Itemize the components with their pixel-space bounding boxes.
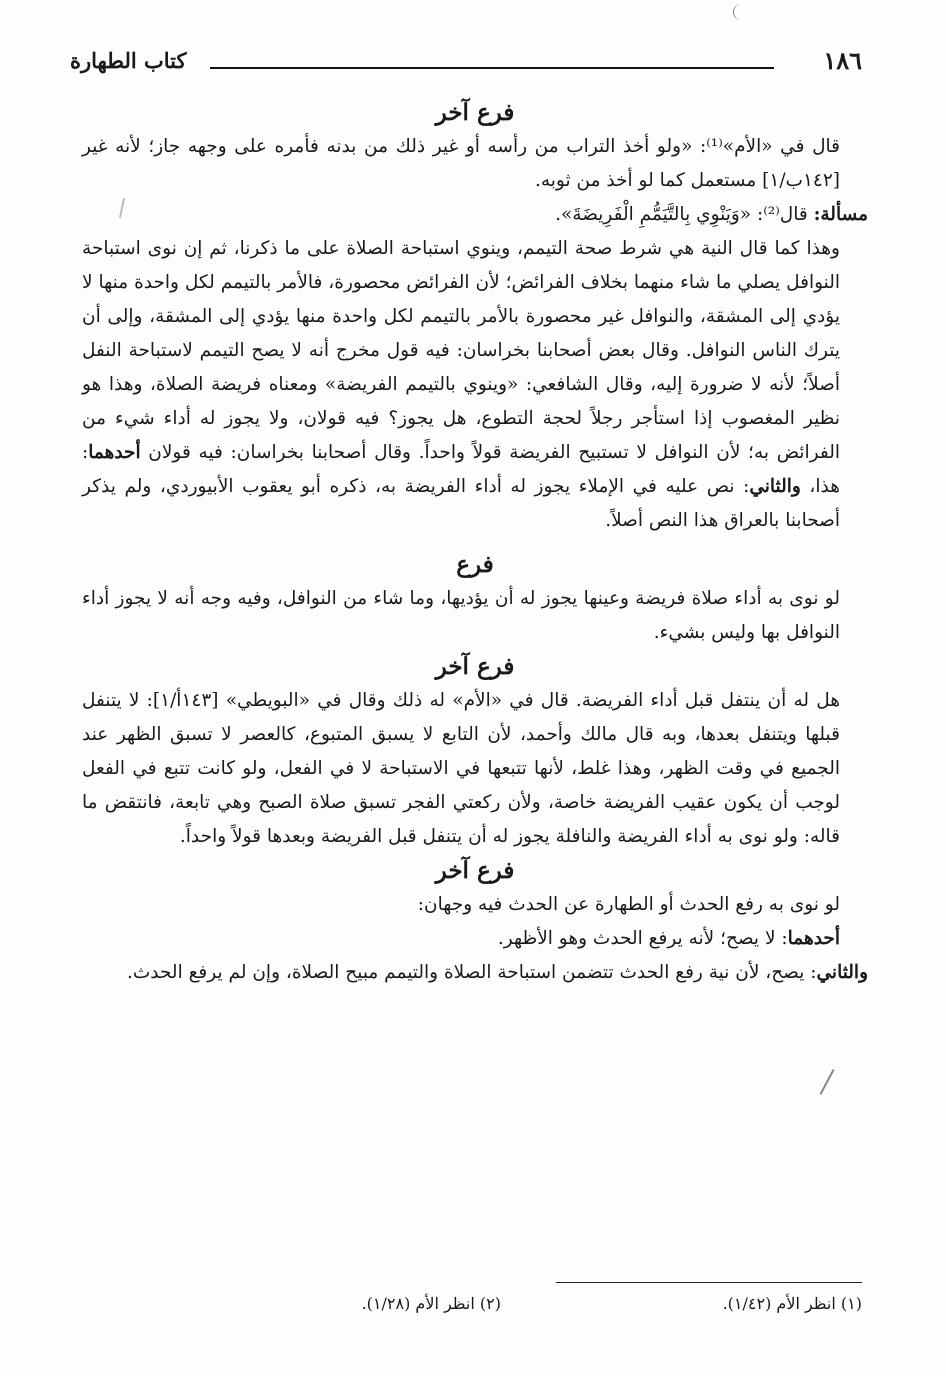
- opinion-label: والثاني: [816, 962, 868, 983]
- header-rule: [210, 67, 774, 69]
- paragraph-text: وهذا كما قال النية هي شرط صحة التيمم، وينوي استباحة الصلاة على ما ذكرنا، ثم إن نوى استباحة النوافل يصلي ما شاء منهما بخلاف الفرائض؛ لأن الفرائض محصورة، فالأمر بالتيمم لكل واحدة منها لا يؤدي إلى المشقة، والنوافل غير محصورة بالأمر بالتيمم لكل واحدة منها يؤدي إلى المشقة، وإلى أن يترك الناس النوافل. وقال بعض أصحابنا بخراسان: فيه قول مخرج أنه لا يصح التيمم لاستباحة النفل أصلاً؛ لأنه لا ضرورة إليه، وقال الشافعي: «وينوي بالتيمم الفريضة» ومعناه فريضة الصلاة، وهذا هو نظير المغصوب إذا استأجر رجلاً لحجة التطوع، هل يجوز؟ فيه قولان، ولا يجوز له أداء شيء من الفرائض به؛ لأن النوافل لا تستبيح الفريضة قولاً واحداً. وقال أصحابنا بخراسان: فيه قولان: [82, 238, 840, 463]
- paragraph: هل له أن ينتفل قبل أداء الفريضة. قال في «الأم» له ذلك وقال في «البويطي» [١٤٣أ/١]: لا يتنفل قبلها ويتنفل بعدها، وبه قال مالك وأحمد، لأن التابع لا يسبق المتبوع، كالعصر لا تسبق الظهر عند الجميع في وقت الظهر، وهذا غلط، لأنها تتبعها في الاستباحة لا في الفعل، ولو كانت تتبع في الفعل لوجب أن يكون عقيب الفريضة خاصة، ولأن ركعتي الفجر تسبق صلاة الصبح وهي تابعة، فانتقض ما قاله: ولو نوى به أداء الفريضة والنافلة يجوز له أن يتنفل قبل الفريضة وبعدها قولاً واحداً.: [82, 690, 840, 847]
- opinion-text: : لا يصح؛ لأنه يرفع الحدث وهو الأظهر.: [497, 928, 788, 949]
- scan-mark: [733, 4, 742, 20]
- paragraph-text: : هذا،: [82, 442, 840, 497]
- opinion-label: أحدهما: [787, 928, 840, 949]
- opinion-line: [82, 922, 868, 956]
- running-header: [70, 46, 862, 82]
- opinion-line: [82, 956, 868, 990]
- pen-mark: [820, 1069, 835, 1095]
- section-title: فرع: [456, 551, 494, 578]
- section-title: فرع آخر: [435, 857, 515, 884]
- paragraph: [82, 232, 868, 538]
- footnote-1: (١) انظر الأم (١/٤٢).: [722, 1294, 862, 1313]
- opinion-text: : يصح، لأن نية رفع الحدث تتضمن استباحة الصلاة والتيمم مبيح الصلاة، وإن لم يرفع الحدث.: [126, 962, 817, 983]
- bold-term: والثاني: [749, 476, 801, 497]
- paragraph-text: : نص عليه في الإملاء يجوز له أداء الفريضة به، ذكره أبو يعقوب الأبيوردي، ولم يذكر أصحابنا بالعراق هذا النص أصلاً.: [82, 476, 840, 531]
- masala-line: [82, 198, 868, 232]
- bold-term: أحدهما: [88, 442, 141, 463]
- paragraph: لو نوى به رفع الحدث أو الطهارة عن الحدث فيه وجهان:: [417, 894, 840, 915]
- page-body: [82, 96, 868, 990]
- section-title: فرع آخر: [435, 653, 515, 680]
- page-number: ١٨٦: [823, 46, 862, 75]
- footnote-2: (٢) انظر الأم (١/٢٨).: [361, 1294, 501, 1313]
- book-title: كتاب الطهارة: [70, 48, 187, 73]
- paragraph: قال في «الأم»⁽¹⁾: «ولو أخذ التراب من رأسه أو غير ذلك من بدنه فأمره على وجهه جاز؛ لأنه غير [١٤٢ب/١] مستعمل كما لو أخذ من ثوبه.: [82, 136, 840, 191]
- footnote-rule: [556, 1282, 862, 1283]
- masala-label: مسألة:: [813, 204, 868, 225]
- paragraph: لو نوى به أداء صلاة فريضة وعينها يجوز له أن يؤديها، وما شاء من النوافل، وفيه وجه أنه لا يجوز أداء النوافل بها وليس بشيء.: [82, 588, 840, 643]
- masala-text: قال⁽²⁾: «وَيَنْوِي بِالتَّيَمُّمِ الْفَرِيضَةَ».: [555, 204, 814, 225]
- section-title: فرع آخر: [435, 99, 515, 126]
